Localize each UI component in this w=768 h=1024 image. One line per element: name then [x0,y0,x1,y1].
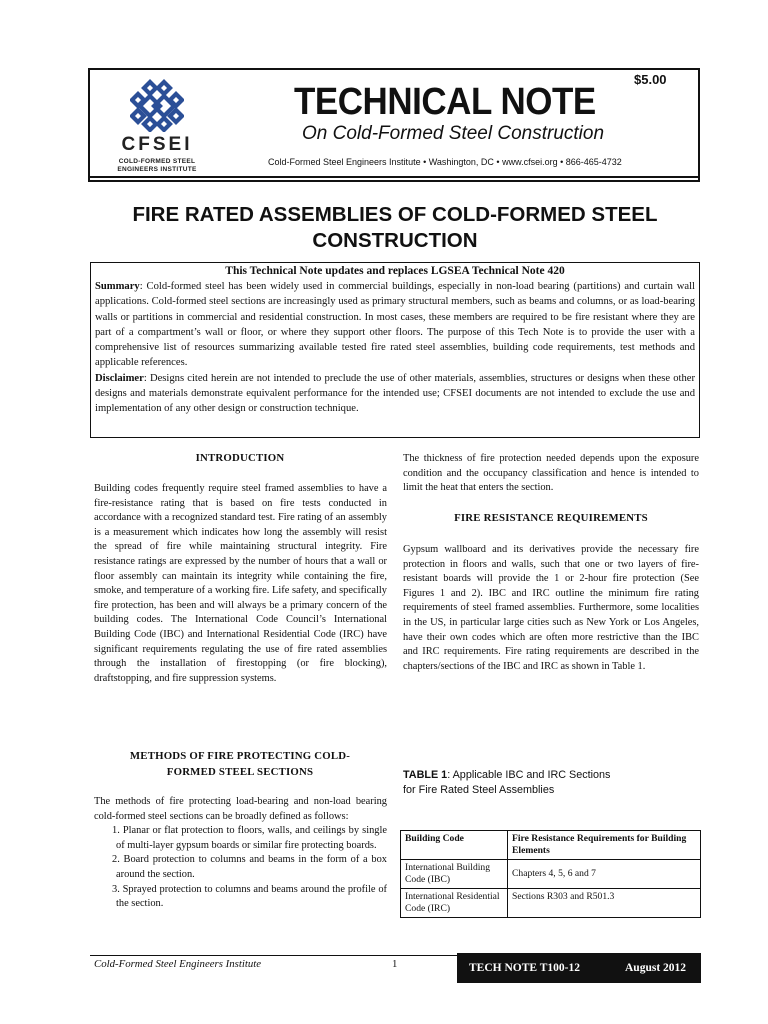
summary-section [95,279,695,417]
publication-date: August 2012 [625,962,687,974]
disclaimer-text: : Designs cited herein are not intended to preclude the use of other materials, assemblies, structures or designs when these other designs and materials demonstrate equivalent performance for the intended use; CFSEI documents are not intended to exclude the use and implementation of any other design or construction technique. [95,372,695,415]
logo-abbreviation: CFSEI [121,134,193,155]
logo-subtitle-line1: COLD-FORMED STEEL [118,158,196,165]
table-row [401,860,701,889]
disclaimer-label: Disclaimer [95,372,144,384]
methods-heading-line2: FORMED STEEL SECTIONS [166,766,314,778]
logo-subtitle-line2: ENGINEERS INSTITUTE [117,166,197,173]
price-label: $5.00 [634,72,667,87]
table-header-row [401,831,701,860]
table-cell: International Residential Code (IRC) [401,889,508,918]
table-caption-line2: for Fire Rated Steel Assemblies [403,783,555,796]
table-header-cell: Building Code [401,831,508,860]
document-title-line2: CONSTRUCTION [312,229,478,252]
table-row [401,889,701,918]
page-number: 1 [392,958,398,970]
footer-rule [90,955,457,956]
methods-heading-line1: METHODS OF FIRE PROTECTING COLD- [129,750,351,762]
tech-note-number: TECH NOTE T100-12 [469,962,580,974]
table-cell: International Building Code (IBC) [401,860,508,889]
list-item: 2. Board protection to columns and beams in the form of a box around the section. [112,854,387,880]
document-title-line1: FIRE RATED ASSEMBLIES OF COLD-FORMED STEEL [132,203,658,226]
table-caption-line1: : Applicable IBC and IRC Sections [447,769,611,781]
contact-line: Cold-Formed Steel Engineers Institute • Washington, DC • www.cfsei.org • 866-465-4732 [268,157,622,167]
fire-resistance-heading: FIRE RESISTANCE REQUIREMENTS [454,512,648,524]
introduction-text: Building codes frequently require steel framed assemblies to have a fire-resistance rating that is based on fire tests conducted in accordance with a recognized standard test. Fire rating of an assembly is a measurement which indicates how long the assembly will resist the spread of fire while maintaining structural integrity. Fire resistance ratings are expressed by the number of hours that a wall or floor assembly can maintain its integrity while containing the fire, smoke, and temperature of a working fire. Life safety, and specifically fire protection, has been and will always be a primary concern of the building codes. The International Code Council’s International Building Code (IBC) and International Residential Code (IRC) have significant requirements regulating the use of fire rated assemblies through the installation of firestopping (or fire blocking), draftstopping, and fire suppression systems. [94,483,387,684]
table-header-cell: Fire Resistance Requirements for Building Elements [508,831,701,860]
list-item: 1. Planar or flat protection to floors, walls, and ceilings by single of multi-layer gypsum boards or similar fire protecting boards. [112,825,387,851]
table-cell: Chapters 4, 5, 6 and 7 [508,860,701,889]
methods-intro: The methods of fire protecting load-bearing and non-load bearing cold-formed steel sections can be broadly defined as follows: [94,796,387,822]
table-cell: Sections R303 and R501.3 [508,889,701,918]
methods-section [94,795,387,912]
technical-note-subtitle: On Cold-Formed Steel Construction [302,123,605,144]
update-note: This Technical Note updates and replaces LGSEA Technical Note 420 [225,265,565,277]
summary-paragraph [95,279,695,371]
header-divider [88,176,700,178]
introduction-heading: INTRODUCTION [195,452,285,464]
protection-thickness-text: The thickness of fire protection needed depends upon the exposure condition and the occupancy classification and hence is intended to limit the heat that enters the section. [403,453,699,494]
summary-label: Summary [95,281,140,292]
summary-text: : Cold-formed steel has been widely used in commercial buildings, especially in non-load bearing (partitions) and curtain wall applications. Cold-formed steel sections are increasingly used as primary structural members, such as beams and columns, or as load-bearing walls or partitions in commercial and residential construction. In most cases, these members are required to be fire resistant where they are part of a compartment’s wall or floor, or where they support other floors. The purpose of this Tech Note is to provide the user with a comprehensive list of resources summarizing available tested fire rated steel assemblies, building code requirements, test methods and applicable references. [95,281,695,369]
fire-resistance-text: Gypsum wallboard and its derivatives provide the necessary fire protection in floors and walls, such that one or two layers of fire-resistant boards will provide the 1 or 2-hour fire protection (See Figures 1 and 2). IBC and IRC outline the minimum fire rating requirements of steel framed assemblies. Furthermore, some localities in the US, in particular large cities such as New York or Los Angeles, have their own codes which are often more restrictive than the IBC and IRC requirements. Fire rating requirements are described in the chapters/sections of the IBC and IRC as shown in Table 1. [403,544,699,672]
document-title [90,202,700,254]
cfsei-logo [102,76,212,176]
technical-note-title: TECHNICAL NOTE [294,81,596,123]
table-caption [403,768,699,797]
table-caption-label: TABLE 1 [403,769,448,781]
footer-organization: Cold-Formed Steel Engineers Institute [94,958,262,970]
methods-heading [92,748,388,780]
cfsei-logo-icon [130,78,184,132]
disclaimer-paragraph [95,371,695,417]
code-sections-table [400,830,701,918]
footer-bar [457,953,701,983]
list-item: 3. Sprayed protection to columns and beams around the profile of the section. [112,883,387,910]
